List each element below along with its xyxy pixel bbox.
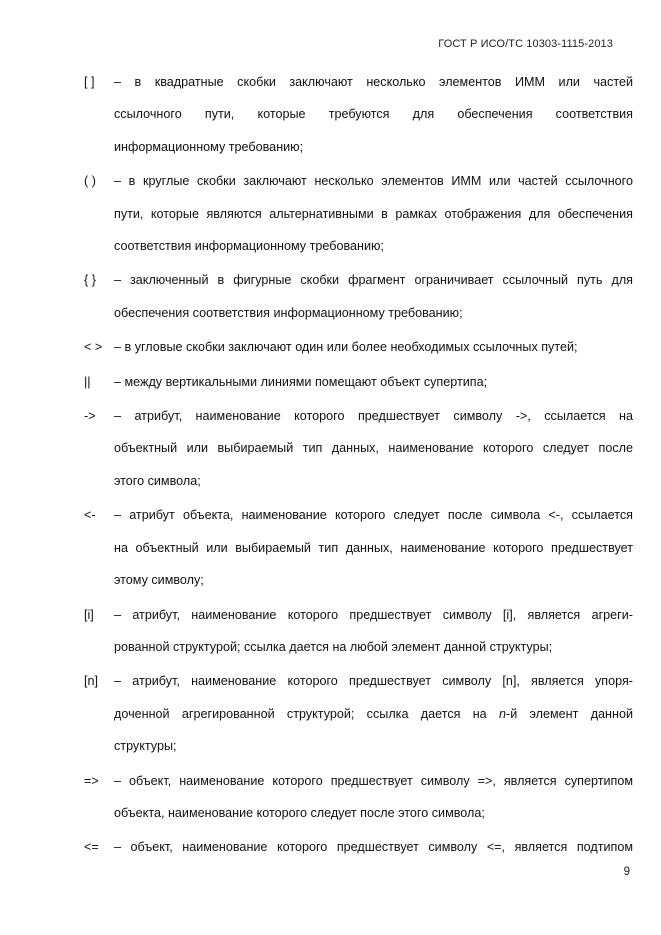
definition-line: – атрибут объекта, наименование которого следует после символа <-, ссылается	[114, 508, 633, 523]
definition-entry	[84, 165, 633, 262]
definition-line: – между вертикальными линиями помещают объект супертипа;	[114, 374, 488, 389]
definition-text	[114, 765, 633, 830]
definition-line: информационному требованию;	[114, 139, 304, 154]
definition-symbol: [i]	[84, 607, 94, 622]
document-header: ГОСТ Р ИСО/ТС 10303-1115-2013	[438, 38, 613, 50]
definition-line: рованной структурой; ссылка дается на любой элемент данной структуры;	[114, 639, 553, 654]
definition-text	[114, 665, 633, 762]
definition-line: – в угловые скобки заключают один или более необходимых ссылочных путей;	[114, 340, 578, 355]
definition-line: – атрибут, наименование которого предшествует символу [i], является агреги-	[114, 607, 633, 622]
definition-text	[114, 165, 633, 262]
definition-line: на объектный или выбираемый тип данных, наименование которого предшествует	[114, 540, 633, 555]
definition-line: объектный или выбираемый тип данных, наименование которого следует после	[114, 441, 633, 456]
definition-list	[84, 66, 633, 864]
definition-line: этому символу;	[114, 573, 204, 588]
definition-symbol: <=	[84, 840, 99, 855]
definition-symbol: <-	[84, 508, 96, 523]
definition-line: – объект, наименование которого предшествует символу <=, является подтипом	[114, 840, 633, 855]
definition-symbol: =>	[84, 773, 99, 788]
definition-symbol: ( )	[84, 174, 96, 189]
definition-line: доченной агрегированной структурой; ссылка дается на n-й элемент данной	[114, 706, 633, 721]
definition-line: – в круглые скобки заключают несколько элементов ИММ или частей ссылочного	[114, 174, 633, 189]
definition-entry	[84, 765, 633, 830]
definition-entry	[84, 366, 633, 398]
definition-symbol: ||	[84, 374, 91, 389]
definition-text	[114, 331, 633, 363]
definition-text	[114, 66, 633, 163]
definition-line: – атрибут, наименование которого предшествует символу [n], является упоря-	[114, 674, 633, 689]
definition-line: структуры;	[114, 739, 177, 754]
definition-line: – в квадратные скобки заключают несколько элементов ИММ или частей	[114, 75, 633, 89]
definition-line: этого символа;	[114, 473, 201, 488]
definition-line: пути, которые являются альтернативными в рамках отображения для обеспечения	[114, 206, 633, 221]
definition-entry	[84, 66, 633, 163]
definition-text	[114, 366, 633, 398]
definition-symbol: [ ]	[84, 75, 95, 89]
definition-symbol: ->	[84, 409, 96, 424]
definition-symbol: { }	[84, 273, 96, 288]
definition-line: – объект, наименование которого предшествует символу =>, является супертипом	[114, 773, 633, 788]
definition-entry	[84, 400, 633, 497]
definition-entry	[84, 331, 633, 363]
definition-entry	[84, 264, 633, 329]
definition-entry	[84, 599, 633, 664]
definition-text	[114, 400, 633, 497]
definition-line: соответствия информационному требованию;	[114, 239, 384, 254]
definition-line: – атрибут, наименование которого предшествует символу ->, ссылается на	[114, 409, 633, 424]
definition-entry	[84, 665, 633, 762]
definition-symbol: < >	[84, 340, 103, 355]
definition-line: обеспечения соответствия информационному требованию;	[114, 305, 463, 320]
definition-text	[114, 599, 633, 664]
definition-text	[114, 264, 633, 329]
definition-text	[114, 831, 633, 863]
definition-symbol: [n]	[84, 674, 99, 689]
definition-line: объекта, наименование которого следует после этого символа;	[114, 805, 485, 820]
definition-entry	[84, 499, 633, 596]
definition-line: ссылочного пути, которые требуются для обеспечения соответствия	[114, 107, 633, 122]
definition-line: – заключенный в фигурные скобки фрагмент ограничивает ссылочный путь для	[114, 273, 633, 288]
definition-entry	[84, 831, 633, 863]
page-number: 9	[623, 866, 630, 878]
definition-text	[114, 499, 633, 596]
